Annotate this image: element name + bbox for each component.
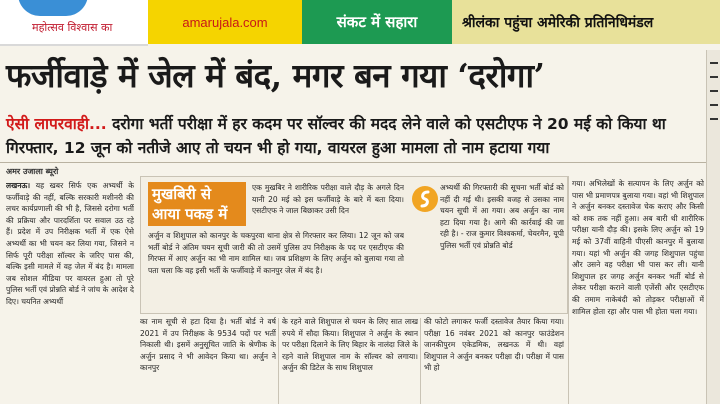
byline: अमर उजाला ब्यूरो [6,167,59,176]
news-ticker[interactable]: श्रीलंका पहुंचा अमेरिकी प्रतिनिधिमंडल [452,0,720,44]
column-divider [278,318,279,404]
column-1-text: यह खबर सिर्फ एक अभ्यर्थी के फर्जीवाड़े की नहीं, बल्कि सरकारी मशीनरी की लचर कार्यप्रणाली की भी है, जिससे दरोगा भर्ती की प्रक्रिया और पारदर्शिता पर सवाल उठ रहे हैं। प्रदेश में उप निरीक्षक भर्ती में एक ऐसे अभ्यर्थी का भी चयन कर लिया गया, जिसने न सिर्फ पूरी परीक्षा सॉल्वर के जरिए पास की, बल्कि इसी मामले में वह जेल में बंद है। मामला जब सोशल मीडिया पर वायरल हुआ तो पूरे पुलिस भर्ती एवं प्रोन्नति बोर्ड ने जांच के आदेश दे दिए। चयनित अभ्यर्थी [6,181,134,306]
column-divider [420,318,421,404]
site-name-link[interactable]: amarujala.com [148,0,302,44]
section-label[interactable]: संकट में सहारा [302,0,452,44]
sign-symbol-icon [412,186,438,212]
scroll-marker-icon [710,76,718,78]
divider [0,162,706,163]
page-edge-strip [706,50,720,404]
scroll-marker-icon [710,90,718,92]
box-quote: अभ्यर्थी की गिरफ्तारी की सूचना भर्ती बोर्ड को नहीं दी गई थी। इसकी वजह से उसका नाम चयन सूची में आ गया। अब अर्जुन का नाम हटा दिया गया है। आगे की कार्रवाई की जा रही है। - राज कुमार विश्वकर्मा, चेयरमैन, यूपी पुलिस भर्ती एवं प्रोन्नति बोर्ड [440,183,564,250]
body-column-1 [6,180,134,402]
article-headline: फर्जीवाड़े में जेल में बंद, मगर बन गया ‘दरोगा’ [6,56,545,95]
box-text-1: एक मुखबिर ने शारीरिक परीक्षा वाले दौड़ के अगले दिन यानी 20 मई को इस फर्जीवाड़े के बारे में बता दिया। एसटीएफ ने जाल बिछाकर उसी दिन [252,183,404,216]
scroll-marker-icon [710,118,718,120]
brand-logo-icon [18,0,88,16]
brand-logo[interactable] [0,0,148,46]
deck-kicker: ऐसी लापरवाही... [6,115,107,133]
column-divider [568,176,569,404]
body-column-5: के रहने वाले शिशुपाल से चयन के लिए सात लाख रुपये में सौदा किया। शिशुपाल ने अर्जुन के स्थान पर परीक्षा दिलाने के लिए बिहार के नालंदा जिले के रहने वाले शिशुपाल नाम के सॉल्वर को लगाया। अर्जुन की डिटेल के साथ शिशुपाल [282,317,418,373]
box-text-2: अर्जुन व शिशुपाल को कानपुर के चकपुरवा थाना क्षेत्र से गिरफ्तार कर लिया। 12 जून को जब भर्ती बोर्ड ने अंतिम चयन सूची जारी की तो उसमें पुलिस उप निरीक्षक के पद पर एसटीएफ की गिरफ्त में आए अर्जुन का भी नाम शामिल था। जब प्रशिक्षण के लिए अर्जुन को बुलाया गया तो पता चला कि वह इसी भर्ती के फर्जीवाड़े में कानपुर जेल में बंद है। [148,231,404,275]
scroll-marker-icon [710,104,718,106]
body-column-4: का नाम सूची से हटा दिया है। भर्ती बोर्ड ने वर्ष 2021 में उप निरीक्षक के 9534 पदों पर भर्ती निकाली थी। इसमें अनुसूचित जाति के श्रेणीक के अर्जुन प्रसाद ने भी आवेदन किया था। अर्जुन ने कानपुर [140,317,276,373]
body-column-7: गया। अभिलेखों के सत्यापन के लिए अर्जुन को पास भी प्रमाणपत्र बुलाया गया। वहां भी शिशुपाल ने अर्जुन बनकर दस्तावेज चेक कराए और किसी को शक तक नहीं हुआ। अब बारी थी शारीरिक परीक्षा यानी दौड़ की। इसके लिए अर्जुन को 19 मई को 37वीं वाहिनी पीएसी कानपुर में बुलाया गया। यहां भी अर्जुन की जगह शिशुपाल पहुंचा और उसने वह परीक्षा भी पास कर ली। यानी शिशुपाल हर जगह अर्जुन बनकर भर्ती बोर्ड से लेकर परीक्षा कराने वाली एजेंसी और एसटीएफ की तमाम नाकेबंदी को तोड़कर परीक्षाओं में शामिल होता रहा और पास भी होता चला गया। [572,179,704,316]
dateline: लखनऊ। [6,181,31,190]
top-banner [0,0,720,44]
body-column-6: की फोटो लगाकर फर्जी दस्तावेज तैयार किया गया। परीक्षा 16 नवंबर 2021 को कानपुर फाउंडेशन जानकीपुरम एकेडमिक, लखनऊ में थी। वहां शिशुपाल ने अर्जुन बनकर परीक्षा दी। परीक्षा में पास भी हो [424,317,564,373]
deck-text: दरोगा भर्ती परीक्षा में हर कदम पर सॉल्वर की मदद लेने वाले को एसटीएफ ने 20 मई को किया था गिरफ्तार, 12 जून को नतीजे आए तो चयन भी हो गया, वायरल हुआ मामला तो नाम हटाया गया [6,115,666,157]
article-deck [6,112,706,160]
box-tag: मुखबिरी से आया पकड़ में [148,182,246,226]
brand-tagline: महोत्सव विश्वास का [32,21,113,34]
scroll-marker-icon [710,62,718,64]
